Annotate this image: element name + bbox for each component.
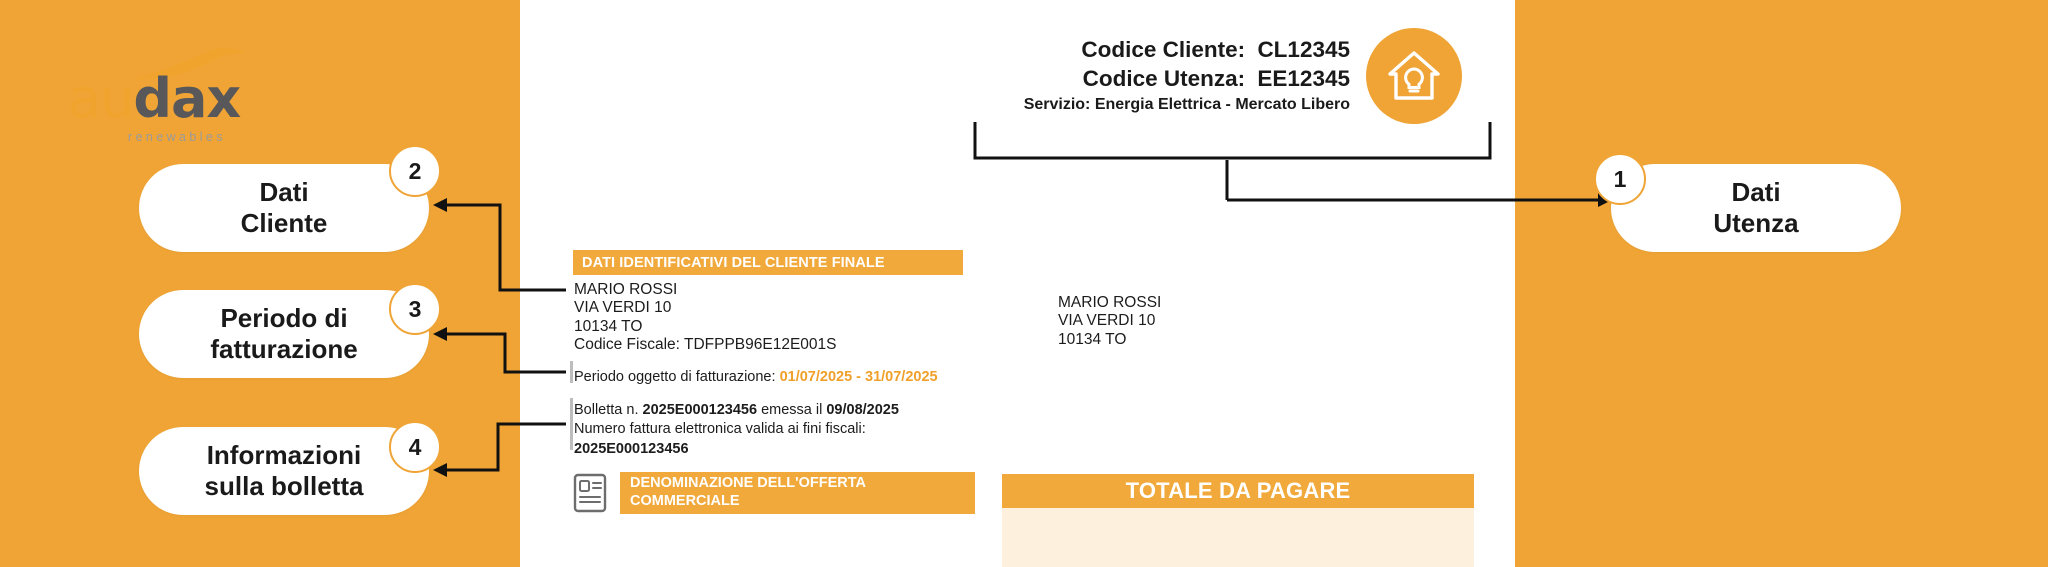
codice-cliente-row	[930, 36, 1350, 65]
recipient-city: 10134 TO	[1058, 330, 1127, 348]
recipient-name: MARIO ROSSI	[1058, 294, 1162, 311]
invoice-line-1	[574, 401, 899, 420]
invoice-efatt-number: 2025E000123456	[574, 440, 689, 457]
offer-band-line2: COMMERCIALE	[630, 493, 740, 509]
audax-logo	[68, 42, 298, 152]
total-body	[1002, 508, 1474, 567]
invoice-tick	[570, 398, 573, 450]
callout-pill-informazioni-bolletta[interactable]	[139, 427, 429, 515]
servizio-label: Servizio: Energia Elettrica - Mercato Libero	[1023, 95, 1350, 113]
client-address-block	[574, 281, 837, 354]
callout-3-line1: Periodo di	[220, 303, 348, 334]
callout-badge-3[interactable]: 3	[389, 283, 441, 335]
codice-utenza-label: Codice Utenza:	[1082, 65, 1246, 91]
codice-utenza-value: EE12345	[1257, 65, 1350, 91]
client-street: VIA VERDI 10	[574, 299, 672, 317]
logo-text-au: au	[68, 67, 134, 130]
callout-pill-dati-utenza[interactable]	[1611, 164, 1901, 252]
client-name: MARIO ROSSI	[574, 281, 678, 298]
callout-1-line2: Utenza	[1713, 208, 1799, 238]
callout-pill-periodo-fatturazione[interactable]	[139, 290, 429, 378]
callout-4-line2: sulla bolletta	[204, 471, 364, 501]
recipient-address-block	[1058, 294, 1161, 349]
period-line	[574, 369, 938, 385]
logo-text-dax: dax	[133, 67, 241, 130]
callout-2-line1: Dati	[259, 177, 309, 208]
client-fiscal-code-row	[574, 336, 837, 354]
callout-4-line1: Informazioni	[206, 440, 362, 471]
invoice-issued-label: emessa il	[761, 402, 823, 418]
callout-3-line2: fatturazione	[210, 334, 358, 364]
invoice-issued-date: 09/08/2025	[826, 402, 899, 418]
invoice-line-3	[574, 440, 899, 459]
house-badge	[1366, 28, 1462, 124]
invoice-info-block	[574, 401, 899, 459]
offer-band-line1: DENOMINAZIONE DELL'OFFERTA	[630, 475, 866, 492]
period-tick	[570, 361, 573, 383]
codice-cliente-label: Codice Cliente:	[1081, 37, 1246, 62]
invoice-number: 2025E000123456	[642, 402, 758, 418]
callout-2-line2: Cliente	[240, 208, 328, 238]
callout-badge-2[interactable]: 2	[389, 145, 441, 197]
header-codes	[930, 36, 1350, 115]
client-fiscal-code-value: TDFPPB96E12E001S	[684, 335, 837, 353]
callout-badge-4[interactable]: 4	[389, 421, 441, 473]
logo-subtitle: renewables	[128, 130, 226, 144]
total-header: TOTALE DA PAGARE	[1002, 474, 1474, 508]
callout-1-line1: Dati	[1731, 177, 1781, 208]
invoice-line-2: Numero fattura elettronica valida ai fini fiscali:	[574, 421, 866, 438]
client-fiscal-code-label: Codice Fiscale:	[574, 335, 680, 353]
recipient-street: VIA VERDI 10	[1058, 312, 1156, 330]
callout-pill-dati-cliente[interactable]	[139, 164, 429, 252]
offer-band	[620, 472, 975, 514]
codice-utenza-row	[930, 65, 1350, 94]
period-label: Periodo oggetto di fatturazione:	[574, 369, 776, 385]
offer-document-icon	[573, 473, 607, 513]
logo-wordmark	[68, 67, 241, 130]
period-range: 01/07/2025 - 31/07/2025	[779, 369, 938, 385]
client-city: 10134 TO	[574, 317, 643, 335]
callout-badge-1[interactable]: 1	[1594, 153, 1646, 205]
codice-cliente-value: CL12345	[1257, 37, 1350, 62]
house-bulb-icon	[1383, 45, 1445, 107]
invoice-prefix: Bolletta n.	[574, 402, 639, 418]
client-band-title: DATI IDENTIFICATIVI DEL CLIENTE FINALE	[573, 250, 963, 275]
